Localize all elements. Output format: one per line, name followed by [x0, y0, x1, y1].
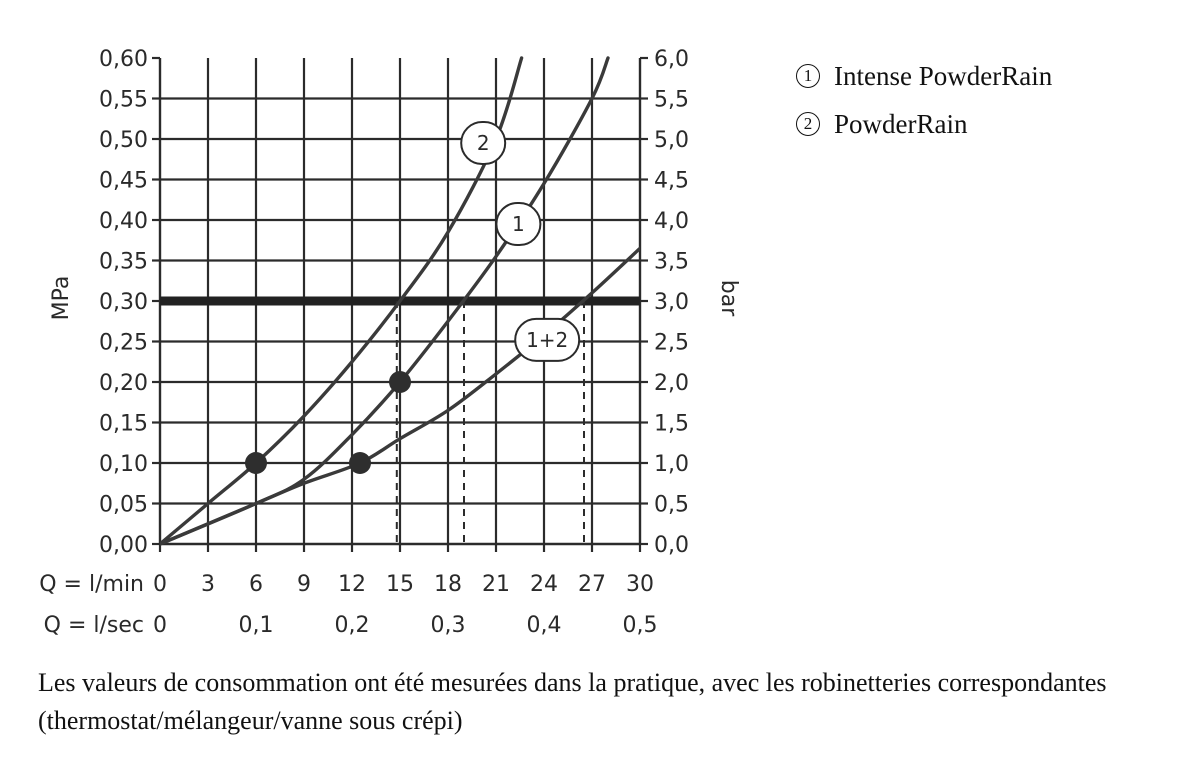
y-tick-label-left: 0,40 — [99, 209, 148, 234]
x-tick-label-lsec: 0,4 — [526, 613, 562, 638]
y-tick-label-left: 0,00 — [99, 533, 148, 558]
y-tick-label-right: 4,0 — [654, 209, 689, 234]
y-tick-label-right: 3,5 — [654, 249, 689, 275]
y-tick-label-right: 1,0 — [654, 452, 689, 477]
legend-item-1 — [796, 52, 1052, 100]
legend-number-1: 1 — [796, 64, 820, 88]
data-point — [245, 452, 267, 474]
y-tick-label-right: 5,5 — [654, 87, 689, 113]
y-axis-label-mpa: MPa — [49, 275, 74, 321]
curve-label-text: 1+2 — [526, 327, 569, 352]
y-tick-label-right: 3,0 — [654, 290, 689, 315]
x-tick-label-lsec: 0,3 — [430, 613, 466, 638]
y-tick-label-right: 2,5 — [654, 330, 689, 356]
x-tick-label-lmin: 12 — [338, 572, 366, 597]
x-axis-label-lmin: Q = l/min — [39, 572, 144, 597]
y-tick-label-right: 5,0 — [654, 128, 689, 153]
legend-label-1: Intense PowderRain — [834, 60, 1053, 91]
x-tick-label-lsec: 0,1 — [238, 613, 274, 638]
y-tick-label-right: 0,0 — [654, 533, 689, 558]
y-axis-label-bar: bar — [716, 279, 741, 317]
y-tick-label-left: 0,30 — [99, 290, 148, 315]
x-tick-label-lmin: 18 — [434, 572, 462, 597]
y-tick-label-right: 2,0 — [654, 371, 689, 396]
measurement-note: Les valeurs de consommation ont été mesurées dans la pratique, avec les robinetteries correspondantes (thermostat/mélangeur/vanne sous crépi) — [38, 668, 1107, 735]
y-tick-label-left: 0,05 — [99, 492, 148, 518]
y-tick-label-left: 0,35 — [99, 249, 148, 275]
data-point — [349, 452, 371, 474]
y-tick-label-left: 0,20 — [99, 371, 148, 396]
x-tick-label-lmin: 30 — [626, 572, 654, 597]
y-tick-label-right: 1,5 — [654, 411, 689, 437]
y-tick-label-left: 0,25 — [99, 330, 148, 356]
x-tick-label-lmin: 9 — [297, 572, 311, 597]
legend-item-2 — [796, 100, 1052, 148]
legend-number-2: 2 — [796, 112, 820, 136]
x-tick-label-lmin: 0 — [153, 572, 167, 597]
y-tick-label-left: 0,45 — [99, 168, 148, 194]
x-tick-label-lmin: 15 — [386, 572, 414, 597]
x-tick-label-lmin: 27 — [578, 572, 606, 597]
x-tick-label-lmin: 6 — [249, 572, 263, 597]
y-tick-label-left: 0,10 — [99, 452, 148, 477]
x-tick-label-lsec: 0,2 — [334, 613, 370, 638]
curve-label-text: 2 — [476, 131, 490, 156]
x-tick-label-lmin: 3 — [201, 572, 215, 597]
legend — [796, 52, 1052, 148]
x-axis-label-lsec: Q = l/sec — [43, 613, 144, 638]
y-tick-label-left: 0,55 — [99, 87, 148, 113]
y-tick-label-right: 6,0 — [654, 47, 689, 72]
y-tick-label-left: 0,15 — [99, 411, 148, 437]
y-tick-label-right: 0,5 — [654, 492, 689, 518]
y-tick-label-left: 0,60 — [99, 47, 148, 72]
x-tick-label-lsec: 0 — [153, 613, 167, 638]
x-tick-label-lsec: 0,5 — [622, 613, 658, 638]
x-tick-label-lmin: 21 — [482, 572, 510, 597]
y-tick-label-left: 0,50 — [99, 128, 148, 153]
y-tick-label-right: 4,5 — [654, 168, 689, 194]
x-tick-label-lmin: 24 — [530, 572, 558, 597]
data-point — [389, 371, 411, 393]
legend-label-2: PowderRain — [834, 108, 968, 139]
curve-label-text: 1 — [512, 212, 525, 237]
